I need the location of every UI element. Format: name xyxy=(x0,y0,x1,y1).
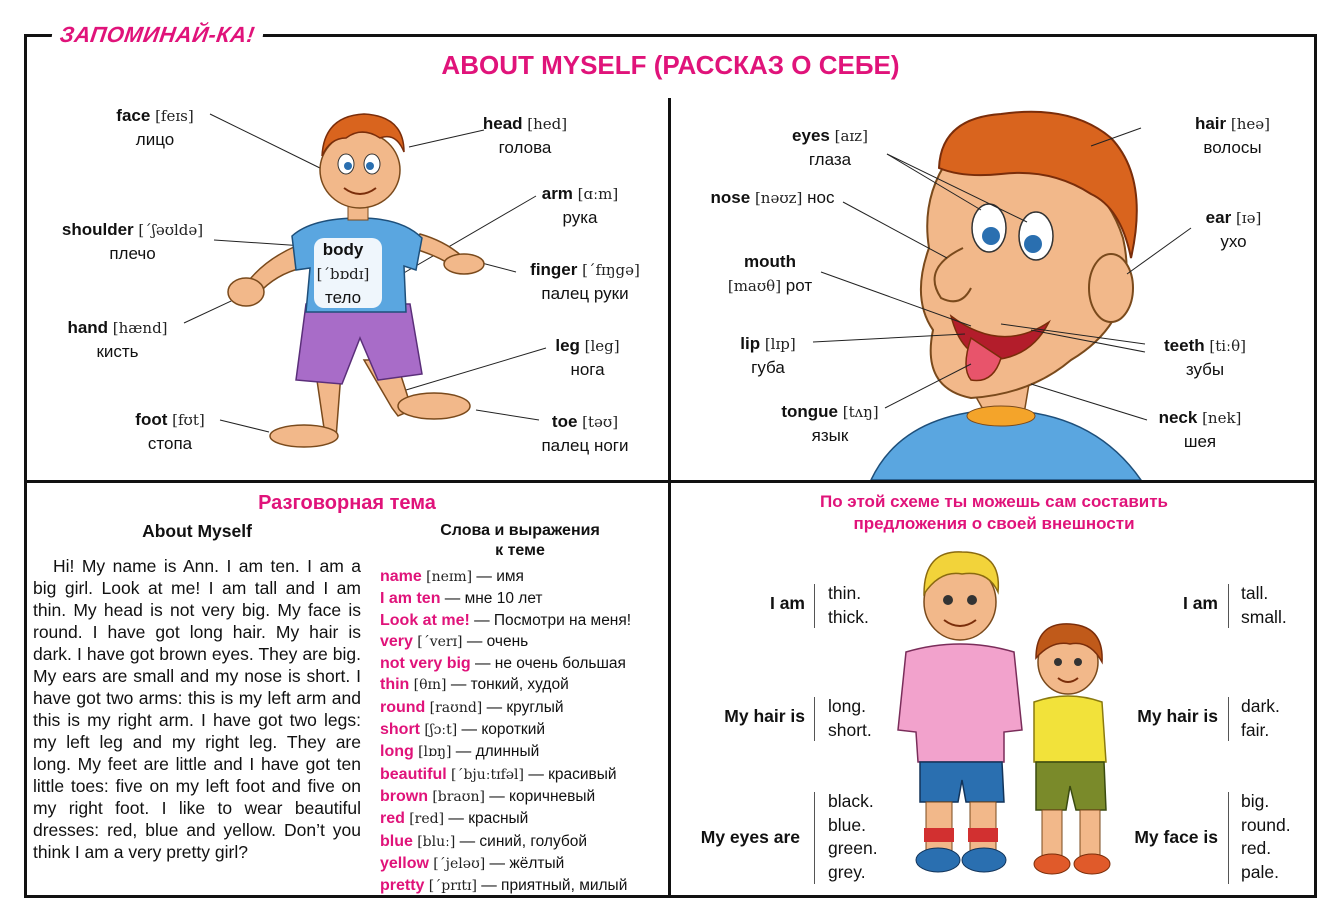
vocab-transcription: [ʃɔːt] xyxy=(424,722,458,739)
vocab-list xyxy=(380,566,670,897)
vocab-item xyxy=(380,588,670,609)
scheme-right-bar-3 xyxy=(1228,792,1229,884)
vocab-item xyxy=(380,741,670,763)
vocab-word: brown xyxy=(380,787,428,805)
vocab-word: name xyxy=(380,568,422,585)
vocab-title: Слова и выражения к теме xyxy=(440,522,600,559)
vocab-translation: — очень xyxy=(466,632,529,650)
label-hand: hand [hænd] кисть xyxy=(67,318,168,361)
scheme-left-options-3: black. blue. green. grey. xyxy=(828,791,878,882)
vocab-translation: — приятный, милый xyxy=(481,877,628,895)
vocab-word: very xyxy=(380,632,413,650)
vocab-transcription: [ˊbjuːtɪfəl] xyxy=(450,766,524,783)
scheme-right-subject-2: My hair is xyxy=(1137,706,1218,726)
label-lip: lip [lɪp] губа xyxy=(740,334,796,377)
vocab-item xyxy=(380,875,670,897)
scheme-left-subject-3: My eyes are xyxy=(700,827,800,847)
vocab-transcription: [θɪn] xyxy=(413,677,447,694)
vocab-translation: — жёлтый xyxy=(489,854,565,872)
vocab-translation: — красный xyxy=(448,810,529,828)
scheme-right-options-1: tall. small. xyxy=(1241,583,1287,627)
scheme-right-options-2: dark. fair. xyxy=(1241,696,1280,740)
vocab-word: Look at me! xyxy=(380,611,470,629)
badge-remember: ЗАПОМИНАЙ-КА! xyxy=(50,22,264,48)
vocab-translation: — Посмотри на меня! xyxy=(474,611,632,629)
vocab-item xyxy=(380,786,670,808)
vocab-word: beautiful xyxy=(380,765,447,783)
vocab-item xyxy=(380,831,670,853)
vocab-translation: — синий, голубой xyxy=(459,832,588,850)
story-title: About Myself xyxy=(142,521,252,541)
vocab-transcription: [lɒŋ] xyxy=(418,744,452,761)
page-title: ABOUT MYSELF (РАССКАЗ О СЕБЕ) xyxy=(441,50,900,80)
vocab-word: blue xyxy=(380,832,413,850)
label-ear: ear [ɪə] ухо xyxy=(1205,208,1262,251)
vocab-transcription: [ˊverɪ] xyxy=(417,633,463,650)
scheme-right-subject-1: I am xyxy=(1182,593,1218,613)
scheme-left-subject-1: I am xyxy=(769,593,805,613)
topic-heading: Разговорная тема xyxy=(258,492,436,514)
label-arm: arm [ɑːm] рука xyxy=(541,184,619,227)
vocab-word: pretty xyxy=(380,877,425,895)
scheme-right-bar-1 xyxy=(1228,584,1229,628)
label-head: head [hed] голова xyxy=(482,114,568,157)
vocab-word: not very big xyxy=(380,655,471,673)
scheme-right-bar-2 xyxy=(1228,697,1229,741)
vocab-word: I am ten xyxy=(380,590,441,608)
vocab-item xyxy=(380,610,670,631)
vocab-translation: — красивый xyxy=(528,765,617,783)
label-hair: hair [heə] волосы xyxy=(1194,114,1271,157)
scheme-left-bar-3 xyxy=(814,792,815,884)
label-leg: leg [leg] нога xyxy=(555,336,620,379)
scheme-left-options-1: thin. thick. xyxy=(828,583,869,627)
vocab-translation: — тонкий, худой xyxy=(450,676,569,694)
vocab-word: round xyxy=(380,698,426,716)
vocab-word: long xyxy=(380,743,414,761)
scheme-left-bar-2 xyxy=(814,697,815,741)
label-nose: nose [nəʊz] нос xyxy=(710,188,835,207)
vocab-translation: — мне 10 лет xyxy=(444,590,543,608)
vocab-item xyxy=(380,697,670,719)
label-tongue: tongue [tʌŋ] язык xyxy=(781,402,879,445)
vocab-word: short xyxy=(380,721,420,739)
label-toe: toe [təʊ] палец ноги xyxy=(541,412,629,455)
vocab-transcription: [red] xyxy=(409,811,445,828)
vocab-translation: — коричневый xyxy=(489,787,596,805)
vocab-transcription: [raʊnd] xyxy=(429,699,483,716)
vocab-item xyxy=(380,719,670,741)
vocab-transcription: [ˊjeləʊ] xyxy=(433,855,486,872)
vocab-translation: — короткий xyxy=(461,721,546,739)
vocab-item xyxy=(380,674,670,696)
vocab-translation: — круглый xyxy=(486,698,564,716)
label-teeth: teeth [tiːθ] зубы xyxy=(1164,336,1246,379)
label-finger: finger [ˊfɪŋgə] палец руки xyxy=(530,260,640,303)
label-foot: foot [fʊt] стопа xyxy=(135,410,205,453)
vocab-item xyxy=(380,653,670,674)
kids-illustration xyxy=(880,540,1130,890)
scheme-heading: По этой схеме ты можешь сам составить предложения о своей внешности xyxy=(819,492,1169,533)
vocab-item xyxy=(380,808,670,830)
story-text: Hi! My name is Ann. I am ten. I am a big girl. Look at me! I am tall and I am thin. My head is not very big. My face is round. I have got long hair. My hair is dark. I have got brown eyes. They are big. My ears are small and my nose is short. I have got two arms: this is my left arm and this is my right arm. I have got two legs: my left leg and my right leg. They are long. My feet are little and I have got ten little toes: five on my left foot and five on my right foot. I like to wear beautiful dresses: red, blue and yellow. Don’t you think I am a very pretty girl? xyxy=(33,556,361,862)
vocab-translation: — не очень большая xyxy=(475,655,626,673)
scheme-left-bar-1 xyxy=(814,584,815,628)
vocab-transcription: [bluː] xyxy=(417,833,456,850)
vocab-item xyxy=(380,764,670,786)
vocab-item xyxy=(380,853,670,875)
vocab-transcription: [neɪm] xyxy=(426,569,473,585)
vocab-word: yellow xyxy=(380,854,429,872)
vocab-item xyxy=(380,631,670,653)
vocab-translation: — имя xyxy=(476,568,524,585)
label-neck: neck [nek] шея xyxy=(1158,408,1242,451)
vocab-translation: — длинный xyxy=(455,743,540,761)
scheme-left-options-2: long. short. xyxy=(828,696,872,740)
label-eyes: eyes [aɪz] глаза xyxy=(792,126,868,169)
scheme-right-subject-3: My face is xyxy=(1134,827,1218,847)
vocab-transcription: [ˊprɪtɪ] xyxy=(428,878,477,895)
label-body: body [ˊbɒdɪ] тело xyxy=(316,240,370,307)
label-shoulder: shoulder [ˊʃəʊldə] плечо xyxy=(61,220,204,263)
label-face: face [feɪs] лицо xyxy=(116,106,194,149)
label-mouth: mouth [maʊθ] рот xyxy=(727,252,813,295)
vocab-word: red xyxy=(380,810,405,828)
vocab-word: thin xyxy=(380,676,410,694)
scheme-right-options-3: big. round. red. pale. xyxy=(1241,791,1291,882)
scheme-left-subject-2: My hair is xyxy=(724,706,805,726)
vocab-item xyxy=(380,566,670,588)
vocab-transcription: [braʊn] xyxy=(432,788,485,805)
